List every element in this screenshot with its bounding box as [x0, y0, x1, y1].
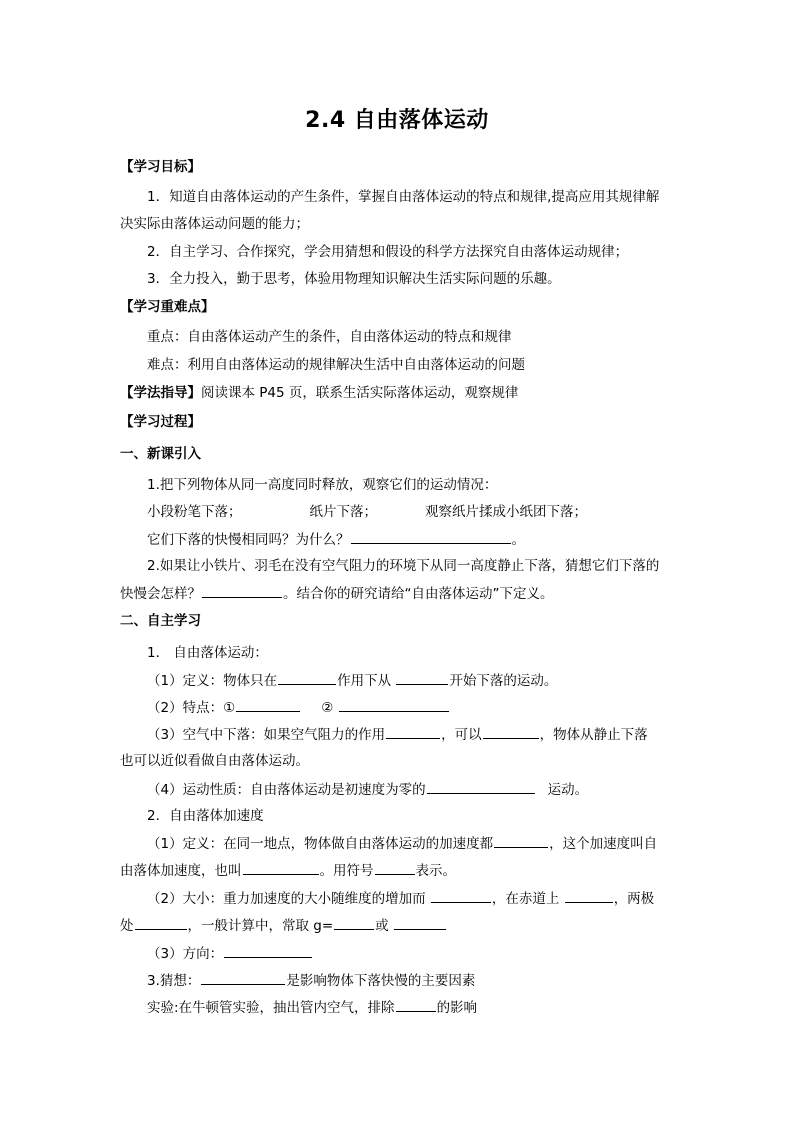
acc-def-text-b: ，这个加速度叫自 [549, 836, 658, 852]
intro-2b-text: 快慢会怎样？ [120, 586, 201, 602]
direction-text: （3）方向： [147, 946, 224, 962]
method-text: 阅读课本 P45 页，联系生活实际落体运动，观察规律 [201, 385, 519, 401]
guess-text-a: 3.猜想： [147, 973, 201, 989]
air-text-a: （3）空气中下落：如果空气阻力的作用 [147, 727, 386, 743]
air-text-b: ，可以 [441, 727, 482, 743]
nature-text-b: 运动。 [547, 782, 589, 798]
difficulty: 难点：利用自由落体运动的规律解决生活中自由落体运动的问题 [147, 357, 525, 373]
question-1-text: 它们下落的快慢相同吗？为什么？ [147, 532, 350, 548]
answer-blank[interactable] [494, 833, 548, 848]
definition-text-a: （1）定义：物体只在 [147, 673, 278, 689]
features-line [147, 697, 707, 718]
definition-text-b: 作用下从 [337, 673, 392, 689]
answer-blank[interactable] [236, 697, 300, 712]
air-text-c: ，物体从静止下落 [539, 727, 648, 743]
acc-def-line [147, 833, 707, 854]
page-title: 2.4 自由落体运动 [305, 108, 489, 133]
size-line [147, 888, 707, 909]
size-line-2 [120, 915, 680, 936]
size-text-a: （2）大小：重力加速度的大小随维度的增加而 [147, 891, 426, 907]
part1-header: 一、新课引入 [120, 446, 201, 462]
nature-text-a: （4）运动性质：自由落体运动是初速度为零的 [147, 782, 426, 798]
answer-blank[interactable] [394, 915, 446, 930]
question-1-end: 。 [511, 532, 525, 548]
intro-1: 1.把下列物体从同一高度同时释放，观察它们的运动情况： [147, 477, 498, 493]
object-chalk: 小段粉笔下落； [147, 504, 242, 520]
answer-blank[interactable] [224, 943, 312, 958]
nature-line [147, 779, 707, 800]
answer-blank[interactable] [339, 697, 449, 712]
answer-blank[interactable] [351, 529, 511, 544]
answer-blank[interactable] [201, 970, 285, 985]
key-header: 【学习重难点】 [120, 299, 215, 315]
experiment-line [147, 997, 707, 1018]
answer-blank[interactable] [396, 670, 448, 685]
question-1 [147, 529, 707, 550]
goal-1b: 决实际由落体运动问题的能力； [120, 216, 309, 232]
guess-text-b: 是影响物体下落快慢的主要因素 [286, 973, 476, 989]
acc-def-text-c: 由落体加速度，也叫 [120, 863, 242, 879]
section-1-title: 1． 自由落体运动： [147, 645, 268, 661]
direction-line [147, 943, 707, 964]
answer-blank[interactable] [375, 860, 415, 875]
guess-line [147, 970, 707, 991]
goal-1a: 1．知道自由落体运动的产生条件，掌握自由落体运动的特点和规律,提高应用其规律解 [147, 189, 660, 205]
answer-blank[interactable] [431, 888, 491, 903]
size-text-f: 或 [375, 918, 389, 934]
air-line-2: 也可以近似看做自由落体运动。 [120, 753, 309, 769]
air-line [147, 724, 707, 745]
goal-3: 3．全力投入，勤于思考，体验用物理知识解决生活实际问题的乐趣。 [147, 271, 561, 287]
part2-header: 二、自主学习 [120, 613, 201, 629]
key-point: 重点：自由落体运动产生的条件，自由落体运动的特点和规律 [147, 329, 512, 345]
acc-def-text-a: （1）定义：在同一地点，物体做自由落体运动的加速度都 [147, 836, 494, 852]
size-text-d: 处 [120, 918, 134, 934]
answer-blank[interactable] [135, 915, 187, 930]
answer-blank[interactable] [202, 583, 282, 598]
experiment-text-a: 实验:在牛顿管实验，抽出管内空气，排除 [147, 1000, 395, 1016]
answer-blank[interactable] [483, 724, 539, 739]
experiment-text-b: 的影响 [436, 1000, 478, 1016]
goal-2: 2．自主学习、合作探究，学会用猜想和假设的科学方法探究自由落体运动规律； [147, 244, 629, 260]
size-text-e: ，一般计算中，常取 g= [187, 918, 334, 934]
goals-header: 【学习目标】 [120, 159, 201, 175]
objects-line [147, 502, 707, 522]
method-header: 【学法指导】 [120, 385, 201, 401]
answer-blank[interactable] [334, 915, 374, 930]
features-text-b: ② [321, 700, 334, 716]
intro-2a: 2.如果让小铁片、羽毛在没有空气阻力的环境下从同一高度静止下落，猜想它们下落的 [147, 558, 660, 574]
size-text-b: ，在赤道上 [491, 891, 560, 907]
object-paper-ball: 观察纸片揉成小纸团下落； [425, 504, 587, 520]
acc-def-text-d: 。用符号 [319, 863, 374, 879]
section-2-title: 2．自由落体加速度 [147, 808, 264, 824]
acc-def-line-2 [120, 860, 680, 881]
answer-blank[interactable] [386, 724, 440, 739]
object-paper: 纸片下落； [309, 504, 377, 520]
definition-line [147, 670, 707, 691]
answer-blank[interactable] [427, 779, 535, 794]
answer-blank[interactable] [565, 888, 613, 903]
intro-2b [120, 583, 680, 604]
definition-text-c: 开始下落的运动。 [449, 673, 558, 689]
size-text-c: ，两极 [613, 891, 655, 907]
answer-blank[interactable] [243, 860, 319, 875]
intro-2c-text: 。结合你的研究请给“自由落体运动”下定义。 [283, 586, 554, 602]
method-line [120, 383, 680, 403]
process-header: 【学习过程】 [120, 414, 201, 430]
acc-def-text-e: 表示。 [415, 863, 456, 879]
features-text-a: （2）特点：① [147, 700, 236, 716]
answer-blank[interactable] [396, 997, 436, 1012]
answer-blank[interactable] [278, 670, 336, 685]
